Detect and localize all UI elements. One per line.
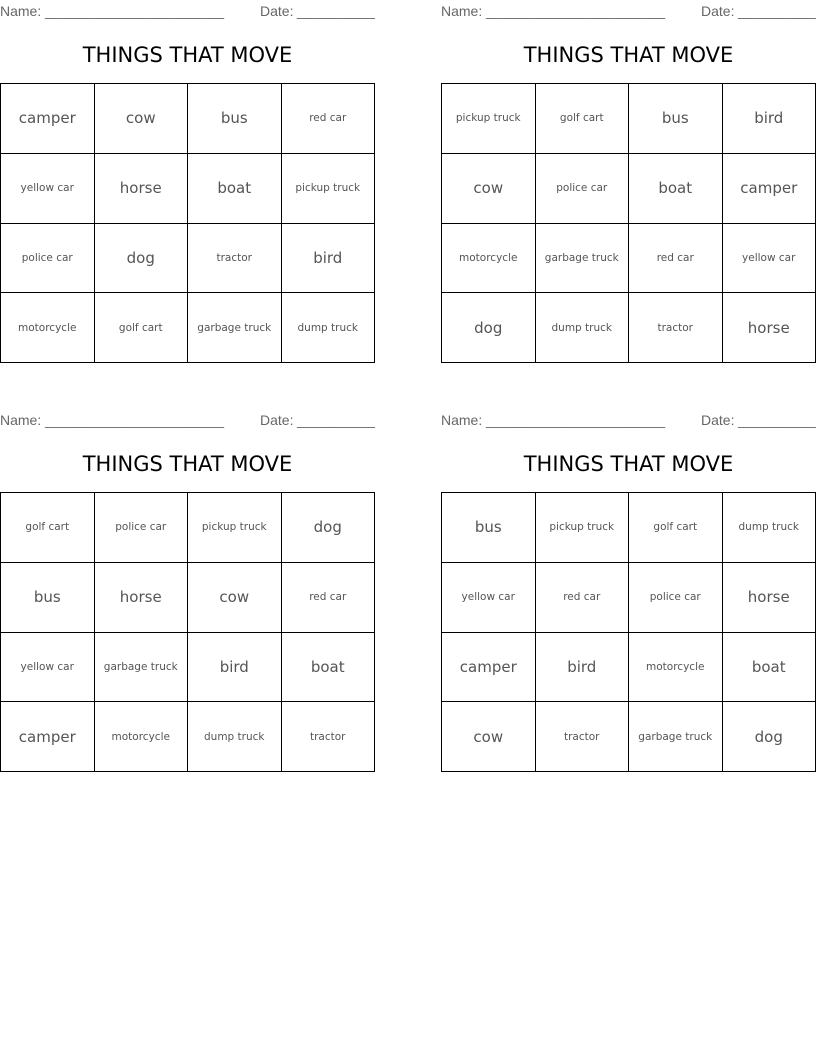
name-field-line: _______________________: [45, 412, 225, 428]
bingo-cell: camper: [1, 702, 95, 772]
bingo-cell: boat: [629, 154, 723, 224]
bingo-cell: bus: [629, 84, 723, 154]
name-field-line: _______________________: [45, 3, 225, 19]
bingo-cell: police car: [536, 154, 630, 224]
bingo-cell: yellow car: [723, 224, 816, 294]
bingo-cell: tractor: [188, 224, 282, 294]
date-field-line: __________: [297, 412, 375, 428]
bingo-cell: tractor: [629, 293, 723, 363]
card-header: [441, 2, 816, 20]
date-field-line: __________: [297, 3, 375, 19]
bingo-cell: dog: [723, 702, 816, 772]
name-field-line: _______________________: [486, 412, 666, 428]
card-title: THINGS THAT MOVE: [82, 452, 293, 476]
bingo-cell: red car: [536, 563, 630, 633]
bingo-grid: [441, 83, 816, 363]
bingo-cell: motorcycle: [95, 702, 189, 772]
bingo-grid: [0, 83, 375, 363]
bingo-cell: camper: [1, 84, 95, 154]
date-label: Date:: [701, 412, 735, 428]
bingo-cell: boat: [723, 633, 816, 703]
bingo-cell: motorcycle: [1, 293, 95, 363]
bingo-cell: boat: [282, 633, 376, 703]
bingo-cell: cow: [442, 154, 536, 224]
bingo-cell: police car: [95, 493, 189, 563]
bingo-cell: cow: [188, 563, 282, 633]
bingo-cell: golf cart: [629, 493, 723, 563]
bingo-cell: cow: [442, 702, 536, 772]
card-title: THINGS THAT MOVE: [523, 452, 734, 476]
bingo-cell: red car: [282, 84, 376, 154]
bingo-cell: bus: [188, 84, 282, 154]
bingo-cell: bus: [1, 563, 95, 633]
bingo-cell: police car: [1, 224, 95, 294]
card-header: [0, 2, 375, 20]
name-label: Name:: [0, 3, 42, 19]
bingo-cell: dump truck: [536, 293, 630, 363]
bingo-cell: pickup truck: [188, 493, 282, 563]
date-label: Date:: [260, 3, 294, 19]
bingo-cell: garbage truck: [188, 293, 282, 363]
bingo-cell: yellow car: [1, 154, 95, 224]
bingo-card-3: [0, 409, 375, 774]
bingo-cell: golf cart: [1, 493, 95, 563]
date-field-line: __________: [738, 3, 816, 19]
bingo-card-2: [441, 0, 816, 365]
bingo-cell: bird: [536, 633, 630, 703]
name-label: Name:: [441, 412, 483, 428]
bingo-cell: bird: [723, 84, 816, 154]
bingo-cell: cow: [95, 84, 189, 154]
bingo-cell: pickup truck: [536, 493, 630, 563]
bingo-cell: motorcycle: [629, 633, 723, 703]
bingo-cell: bird: [282, 224, 376, 294]
bingo-cell: bus: [442, 493, 536, 563]
bingo-cell: horse: [723, 293, 816, 363]
bingo-cell: dump truck: [723, 493, 816, 563]
bingo-cell: pickup truck: [282, 154, 376, 224]
bingo-cell: golf cart: [95, 293, 189, 363]
date-label: Date:: [701, 3, 735, 19]
bingo-cell: garbage truck: [536, 224, 630, 294]
card-header: [0, 411, 375, 429]
bingo-cell: dog: [95, 224, 189, 294]
bingo-cell: motorcycle: [442, 224, 536, 294]
bingo-cell: garbage truck: [629, 702, 723, 772]
card-title: THINGS THAT MOVE: [523, 43, 734, 67]
bingo-cell: horse: [95, 154, 189, 224]
name-label: Name:: [441, 3, 483, 19]
bingo-card-1: [0, 0, 375, 365]
bingo-cell: dog: [282, 493, 376, 563]
bingo-cell: dump truck: [282, 293, 376, 363]
bingo-cell: tractor: [536, 702, 630, 772]
bingo-cell: red car: [629, 224, 723, 294]
bingo-grid: [441, 492, 816, 772]
name-label: Name:: [0, 412, 42, 428]
bingo-cell: dump truck: [188, 702, 282, 772]
bingo-cell: horse: [95, 563, 189, 633]
bingo-cell: horse: [723, 563, 816, 633]
bingo-cell: bird: [188, 633, 282, 703]
bingo-cell: golf cart: [536, 84, 630, 154]
bingo-cell: yellow car: [442, 563, 536, 633]
bingo-cell: police car: [629, 563, 723, 633]
bingo-cell: garbage truck: [95, 633, 189, 703]
card-header: [441, 411, 816, 429]
name-field-line: _______________________: [486, 3, 666, 19]
bingo-cell: camper: [442, 633, 536, 703]
date-field-line: __________: [738, 412, 816, 428]
bingo-grid: [0, 492, 375, 772]
bingo-card-4: [441, 409, 816, 774]
bingo-cell: pickup truck: [442, 84, 536, 154]
bingo-cell: red car: [282, 563, 376, 633]
date-label: Date:: [260, 412, 294, 428]
bingo-cell: dog: [442, 293, 536, 363]
card-title: THINGS THAT MOVE: [82, 43, 293, 67]
bingo-cell: tractor: [282, 702, 376, 772]
bingo-cell: camper: [723, 154, 816, 224]
bingo-cell: yellow car: [1, 633, 95, 703]
bingo-cell: boat: [188, 154, 282, 224]
